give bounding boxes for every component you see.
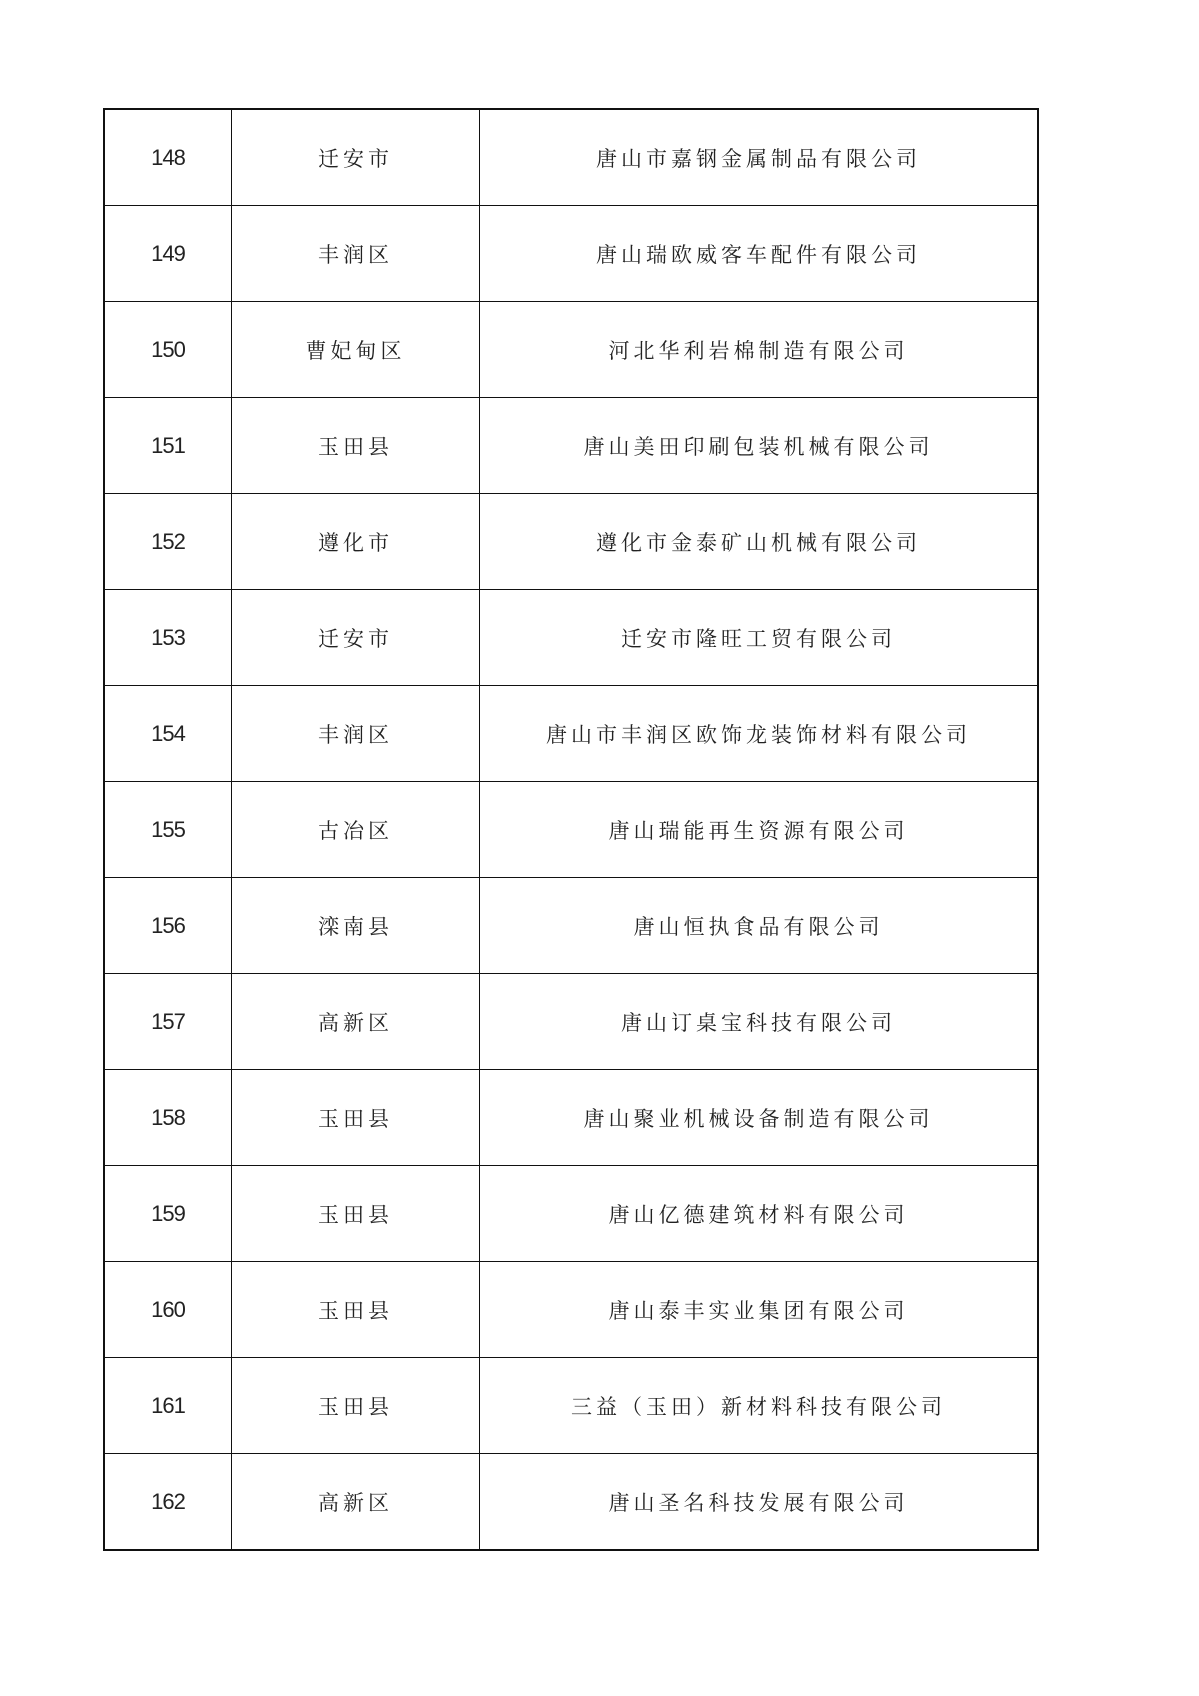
region-cell: 高新区 [232,1454,480,1551]
row-number: 152 [104,494,232,590]
row-number: 154 [104,686,232,782]
table-row [104,1166,1038,1262]
table-body [104,109,1038,1550]
region-cell: 丰润区 [232,686,480,782]
table-row [104,1358,1038,1454]
row-number: 151 [104,398,232,494]
row-number: 155 [104,782,232,878]
table-row [104,302,1038,398]
row-number: 149 [104,206,232,302]
row-number: 148 [104,109,232,206]
region-cell: 丰润区 [232,206,480,302]
table-row [104,686,1038,782]
row-number: 150 [104,302,232,398]
region-cell: 玉田县 [232,398,480,494]
company-name-cell: 唐山聚业机械设备制造有限公司 [480,1070,1039,1166]
table-row [104,398,1038,494]
company-name-cell: 唐山恒执食品有限公司 [480,878,1039,974]
company-name-cell: 迁安市隆旺工贸有限公司 [480,590,1039,686]
table-row [104,782,1038,878]
table-row [104,590,1038,686]
company-list-table [103,108,1039,1551]
company-name-cell: 唐山泰丰实业集团有限公司 [480,1262,1039,1358]
region-cell: 玉田县 [232,1262,480,1358]
region-cell: 遵化市 [232,494,480,590]
region-cell: 玉田县 [232,1358,480,1454]
table-row [104,494,1038,590]
company-name-cell: 唐山市丰润区欧饰龙装饰材料有限公司 [480,686,1039,782]
region-cell: 曹妃甸区 [232,302,480,398]
region-cell: 迁安市 [232,590,480,686]
company-name-cell: 唐山美田印刷包装机械有限公司 [480,398,1039,494]
company-name-cell: 唐山订桌宝科技有限公司 [480,974,1039,1070]
table-row [104,206,1038,302]
region-cell: 滦南县 [232,878,480,974]
company-name-cell: 唐山亿德建筑材料有限公司 [480,1166,1039,1262]
row-number: 162 [104,1454,232,1551]
table-row [104,878,1038,974]
region-cell: 高新区 [232,974,480,1070]
row-number: 160 [104,1262,232,1358]
region-cell: 迁安市 [232,109,480,206]
region-cell: 玉田县 [232,1166,480,1262]
company-name-cell: 唐山圣名科技发展有限公司 [480,1454,1039,1551]
row-number: 156 [104,878,232,974]
row-number: 158 [104,1070,232,1166]
row-number: 159 [104,1166,232,1262]
table-row [104,1070,1038,1166]
table-row [104,974,1038,1070]
row-number: 153 [104,590,232,686]
region-cell: 古冶区 [232,782,480,878]
company-name-cell: 遵化市金泰矿山机械有限公司 [480,494,1039,590]
region-cell: 玉田县 [232,1070,480,1166]
company-name-cell: 唐山瑞能再生资源有限公司 [480,782,1039,878]
company-name-cell: 三益（玉田）新材料科技有限公司 [480,1358,1039,1454]
row-number: 161 [104,1358,232,1454]
table-row [104,1262,1038,1358]
company-name-cell: 唐山瑞欧威客车配件有限公司 [480,206,1039,302]
row-number: 157 [104,974,232,1070]
company-name-cell: 河北华利岩棉制造有限公司 [480,302,1039,398]
table-row [104,109,1038,206]
table-row [104,1454,1038,1551]
company-name-cell: 唐山市嘉钢金属制品有限公司 [480,109,1039,206]
